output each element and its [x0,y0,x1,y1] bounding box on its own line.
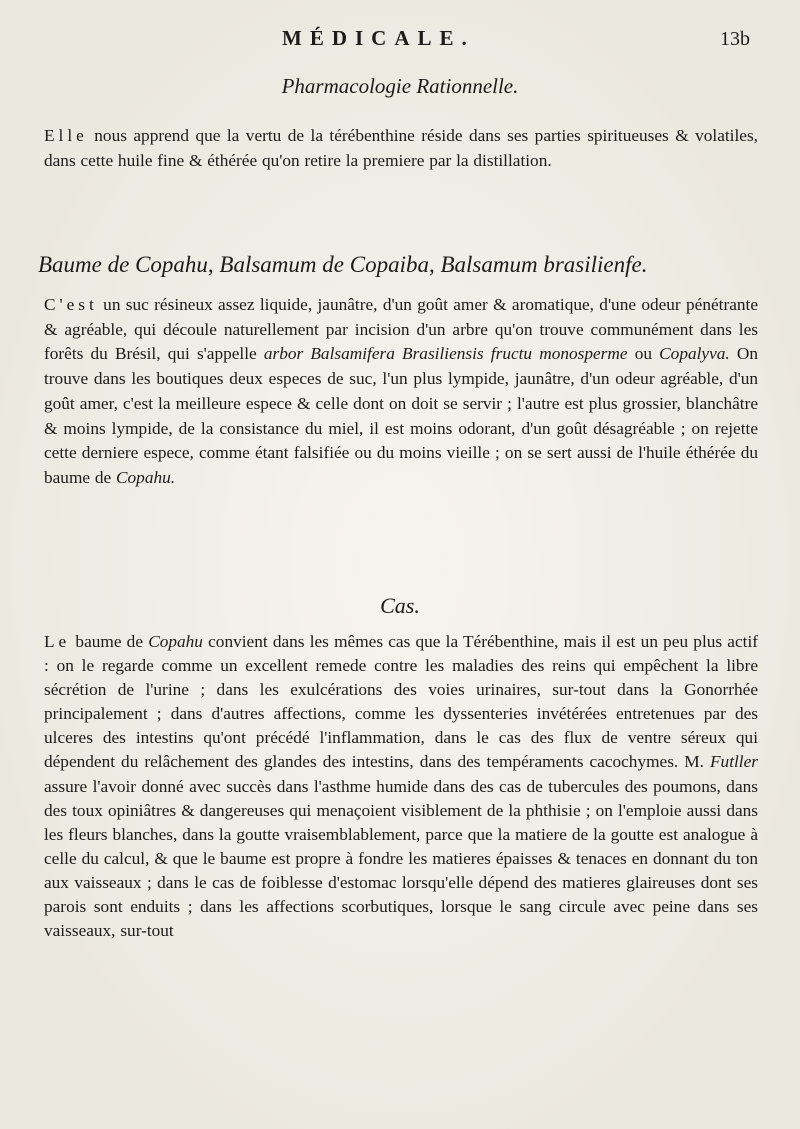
intro-paragraph [44,124,758,173]
entry-text-3: On trouve dans les boutiques deux especes de suc, l'un plus lympide, jaunâtre, d'un odeur agréable, d'un goût amer, c'est la meilleure espece & celle dont on doit se servir ; l'autre est plus grossier, blanchâtre & moins lympide, de la consistance du miel, il est moins odorant, d'un goût désagréable ; on rejette cette derniere espece, comme étant falsifiée ou du moins vieille ; on se sert aussi de l'huile éthérée du baume de [44,344,758,487]
cases-lead-word: Le [44,632,71,651]
entry-text-1: un suc résineux assez liquide, jaunâtre, d'un goût amer & aromatique, d'une odeur pénétrante & agréable, qui découle naturellement par incision d'un arbre qu'on trouve communément dans les forêts du Brésil, qui s'appelle [44,295,758,364]
cases-text-2: convient dans les mêmes cas que la Térébenthine, mais il est un peu plus actif : on le regarde comme un excellent remede contre les maladies des reins qui empêchent la libre sécrétion de l'urine ; dans les exulcérations des voies urinaires, sur-tout dans la Gonorrhée principalement ; dans d'autres affections, comme les dyssenteries invétérées entretenues par des ulceres des intestins qu'ont précédé l'inflammation, dans le cas des flux de ventre séreux qui dépendent du relâchement des glandes des intestins, dans des tempéraments cacochymes. M. [44,632,758,772]
entry-heading: Baume de Copahu, Balsamum de Copaiba, Balsamum brasilienfe. [38,252,648,277]
entry-italic-1: arbor Balsamifera Brasiliensis fructu monosperme [263,344,628,364]
intro-text: nous apprend que la vertu de la térébenthine réside dans ses parties spiritueuses & volatiles, dans cette huile fine & éthérée qu'on retire la premiere par la distillation. [44,126,758,170]
running-header [0,26,800,58]
cases-text-3: assure l'avoir donné avec succès dans l'asthme humide dans des cas de tubercules des poumons, dans des toux opiniâtres & dangereuses qui menaçoient visiblement de la phthisie ; on l'emploie aussi dans les fleurs blanches, dans la goutte vraisemblablement, parce que la matiere de la goutte est analogue à celle du calcul, & que le baume est propre à fondre les matieres épaisses & tenaces en donnant du ton aux vaisseaux ; dans le cas de foiblesse d'estomac lorsqu'elle dépend des matieres glaireuses dont ses parois sont enduits ; dans les affections scorbutiques, lorsque le sang circule avec peine dans ses vaisseaux, sur-tout [44,776,758,941]
cases-text-1: baume de [70,632,149,651]
cases-paragraph [44,630,758,943]
entry-paragraph [44,293,758,491]
section-title: Pharmacologie Rationnelle. [281,74,519,98]
cases-italic-2: Futller [710,752,758,772]
running-title: MÉDICALE. [282,26,475,50]
cases-heading: Cas. [380,593,420,618]
entry-text-2: ou [627,344,660,364]
page-number: 13b [720,28,750,50]
entry-italic-3: Copahu. [116,467,176,487]
cases-italic-1: Copahu [148,632,203,651]
entry-lead-word: C'est [44,295,98,314]
intro-lead-word: Elle [44,126,88,145]
entry-italic-2: Copalyva. [659,344,730,364]
